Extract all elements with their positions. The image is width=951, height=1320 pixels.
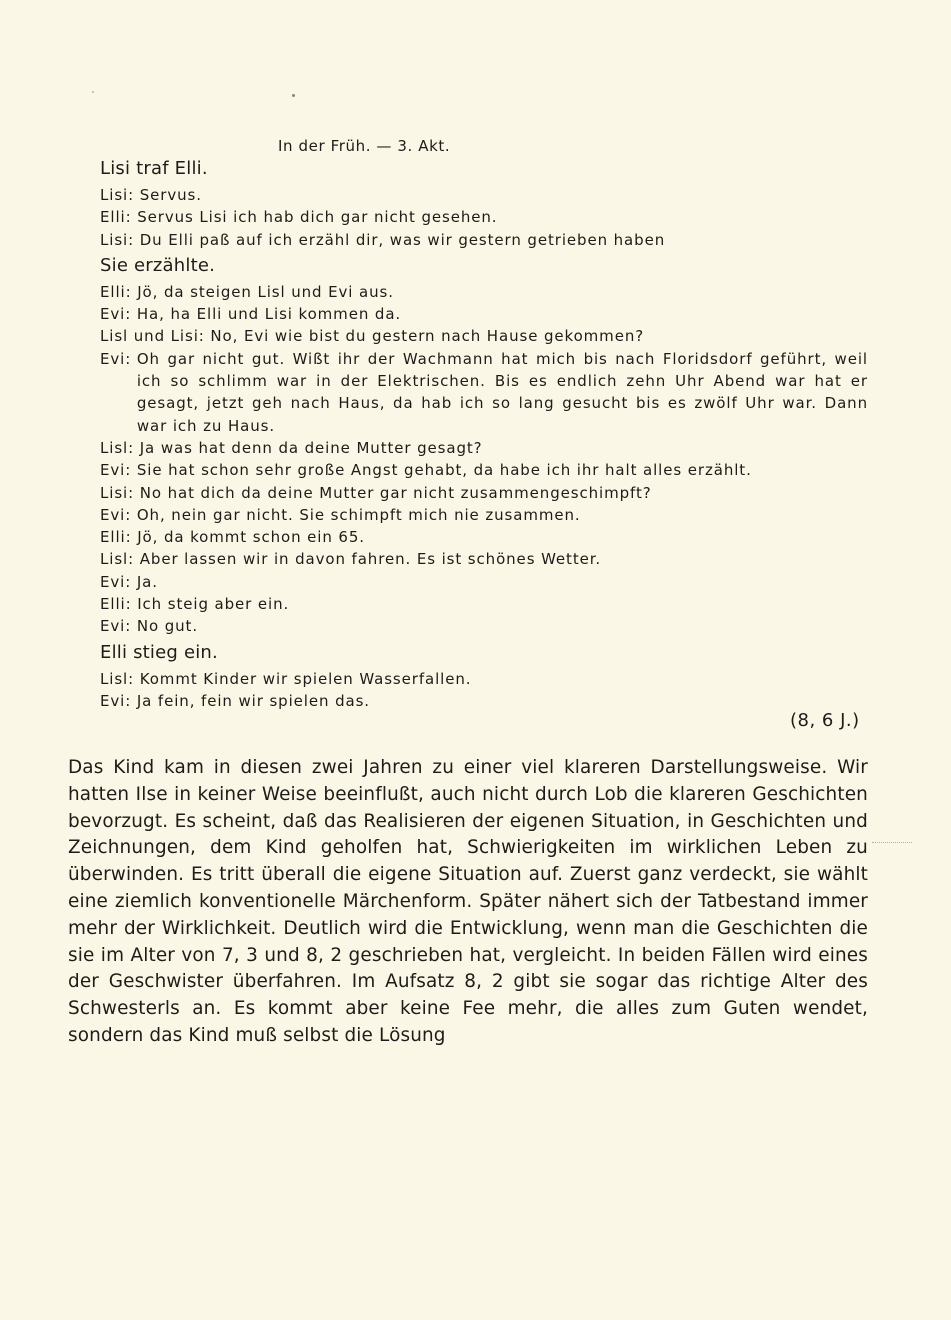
speaker-name: Evi: [100, 461, 137, 480]
speech-text: Du Elli paß auf ich erzähl dir, was wir gestern getrieben haben [139, 230, 666, 249]
speaker-name: Lisl: [100, 550, 140, 569]
speaker-name: Evi: [100, 349, 137, 368]
dialogue-line [100, 325, 868, 347]
speaker-name: Lisl und Lisi: [100, 327, 211, 346]
play-dialogue [100, 156, 868, 712]
dialogue-line [100, 437, 868, 459]
speech-text: Kommt Kinder wir spielen Wasserfallen. [139, 669, 472, 688]
speech-text: No, Evi wie bist du gestern nach Hause gekommen? [210, 327, 645, 346]
speech-text: Ja was hat denn da deine Mutter gesagt? [139, 438, 483, 457]
dialogue-line [100, 526, 868, 548]
dialogue-line [100, 615, 868, 637]
dialogue-line [100, 571, 868, 593]
dialogue-line [100, 459, 868, 481]
speaker-name: Elli: [100, 595, 138, 614]
stage-direction: Elli stieg ein. [100, 641, 218, 663]
speaker-name: Elli: [100, 208, 138, 227]
speech-text: Ja. [136, 572, 158, 591]
paper-speck [292, 94, 295, 97]
dialogue-line [100, 281, 868, 303]
dialogue-line [100, 184, 868, 206]
speech-text: Sie hat schon sehr große Angst gehabt, da habe ich ihr halt alles erzählt. [136, 461, 752, 480]
speech-text: Ha, ha Elli und Lisi kommen da. [136, 305, 402, 324]
speech-text: Ich steig aber ein. [137, 595, 290, 614]
speaker-name: Evi: [100, 691, 137, 710]
speaker-name: Elli: [100, 282, 138, 301]
speech-text: Oh, nein gar nicht. Sie schimpft mich nie zusammen. [136, 505, 581, 524]
age-note: (8, 6 J.) [790, 710, 860, 731]
speech-text: Aber lassen wir in davon fahren. Es ist schönes Wetter. [139, 550, 602, 569]
dialogue-line [100, 303, 868, 325]
dialogue-line [100, 548, 868, 570]
speaker-name: Evi: [100, 617, 137, 636]
dialogue-line [100, 504, 868, 526]
stage-direction: Lisi traf Elli. [100, 158, 208, 179]
speaker-name: Evi: [100, 505, 137, 524]
dialogue-line [100, 593, 868, 615]
speaker-name: Lisl: [100, 438, 140, 457]
speech-text: Oh gar nicht gut. Wißt ihr der Wachmann hat mich bis nach Floridsdorf geführt, weil ich so schlimm war in der Elektrischen. Bis es endlich zehn Uhr Abend war hat er gesagt, jetzt geh nach Haus, da hab ich so lang gesucht bis es zwölf Uhr war. Dann war ich zu Haus. [136, 349, 868, 435]
speaker-name: Lisi: [100, 230, 140, 249]
speech-text: No hat dich da deine Mutter gar nicht zusammengeschimpft? [139, 483, 652, 502]
dialogue-line [100, 229, 868, 251]
speaker-name: Lisi: [100, 186, 140, 204]
scene-title: In der Früh. — 3. Akt. [278, 137, 451, 155]
stage-direction: Sie erzählte. [100, 254, 216, 276]
speaker-name: Evi: [100, 305, 137, 324]
speech-text: Jö, da kommt schon ein 65. [137, 528, 365, 547]
speaker-name: Elli: [100, 528, 138, 547]
speech-text: Jö, da steigen Lisl und Evi aus. [137, 282, 394, 301]
paper-speck [92, 91, 94, 93]
margin-mark [872, 842, 912, 843]
speech-text: Ja fein, fein wir spielen das. [136, 691, 370, 710]
dialogue-line [100, 668, 868, 690]
speaker-name: Lisi: [100, 483, 140, 502]
speech-text: Servus Lisi ich hab dich gar nicht gesehen. [137, 208, 498, 227]
speech-text: Servus. [139, 186, 202, 204]
speaker-name: Evi: [100, 572, 137, 591]
dialogue-line [100, 690, 868, 712]
dialogue-line [100, 348, 868, 437]
dialogue-line [100, 206, 868, 228]
speech-text: No gut. [136, 617, 198, 636]
body-paragraph: Das Kind kam in diesen zwei Jahren zu einer viel klareren Darstellungsweise. Wir hatten Ilse in keiner Weise beeinflußt, auch nicht durch Lob die klareren Geschichten bevorzugt. Es scheint, daß das Realisieren der eigenen Situation, in Geschichten und Zeichnungen, dem Kind geholfen hat, Schwierigkeiten im wirklichen Leben zu überwinden. Es tritt überall die eigene Situation auf. Zuerst ganz verdeckt, sie wählt eine ziemlich konventionelle Märchenform. Später nähert sich der Tatbestand immer mehr der Wirklichkeit. Deutlich wird die Entwicklung, wenn man die Geschichten die sie im Alter von 7, 3 und 8, 2 geschrieben hat, vergleicht. In beiden Fällen wird eines der Geschwister überfahren. Im Aufsatz 8, 2 gibt sie sogar das richtige Alter des Schwesterls an. Es kommt aber keine Fee mehr, die alles zum Guten wendet, sondern das Kind muß selbst die Lösung [68, 757, 868, 1046]
dialogue-line [100, 482, 868, 504]
speaker-name: Lisl: [100, 669, 140, 688]
